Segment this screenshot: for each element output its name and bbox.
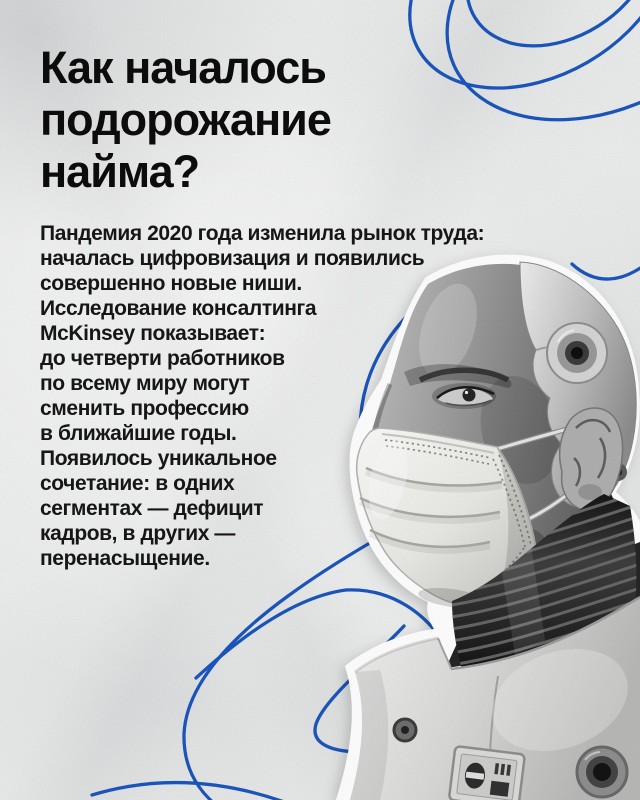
post-body	[40, 221, 484, 571]
body-line: сочетание: в одних	[40, 472, 235, 495]
title-line: найма?	[40, 146, 200, 197]
body-line: кадров, в других —	[40, 522, 236, 545]
body-line: Появилось уникальное	[40, 447, 277, 470]
body-line: перенасыщение.	[40, 547, 210, 570]
body-line: в ближайшие годы.	[40, 422, 237, 445]
shoulder-port	[577, 747, 627, 797]
ear-port	[547, 323, 607, 383]
body-line: Исследование консалтинга	[40, 297, 317, 320]
chest-badge	[449, 746, 525, 800]
body-line: совершенно новые ниши.	[40, 272, 302, 295]
body-line: сегментах — дефицит	[40, 497, 264, 520]
title-line: Как началось	[40, 42, 326, 93]
body-line: началась цифровизация и появились	[40, 247, 425, 270]
post-title	[40, 42, 331, 198]
body-line: сменить профессию	[40, 397, 249, 420]
body-line: до четверти работников	[40, 347, 285, 370]
body-line: McKinsey показывает:	[40, 322, 266, 345]
body-line: по всему миру могут	[40, 372, 250, 395]
body-line: Пандемия 2020 года изменила рынок труда:	[40, 222, 485, 245]
title-line: подорожание	[40, 94, 331, 145]
